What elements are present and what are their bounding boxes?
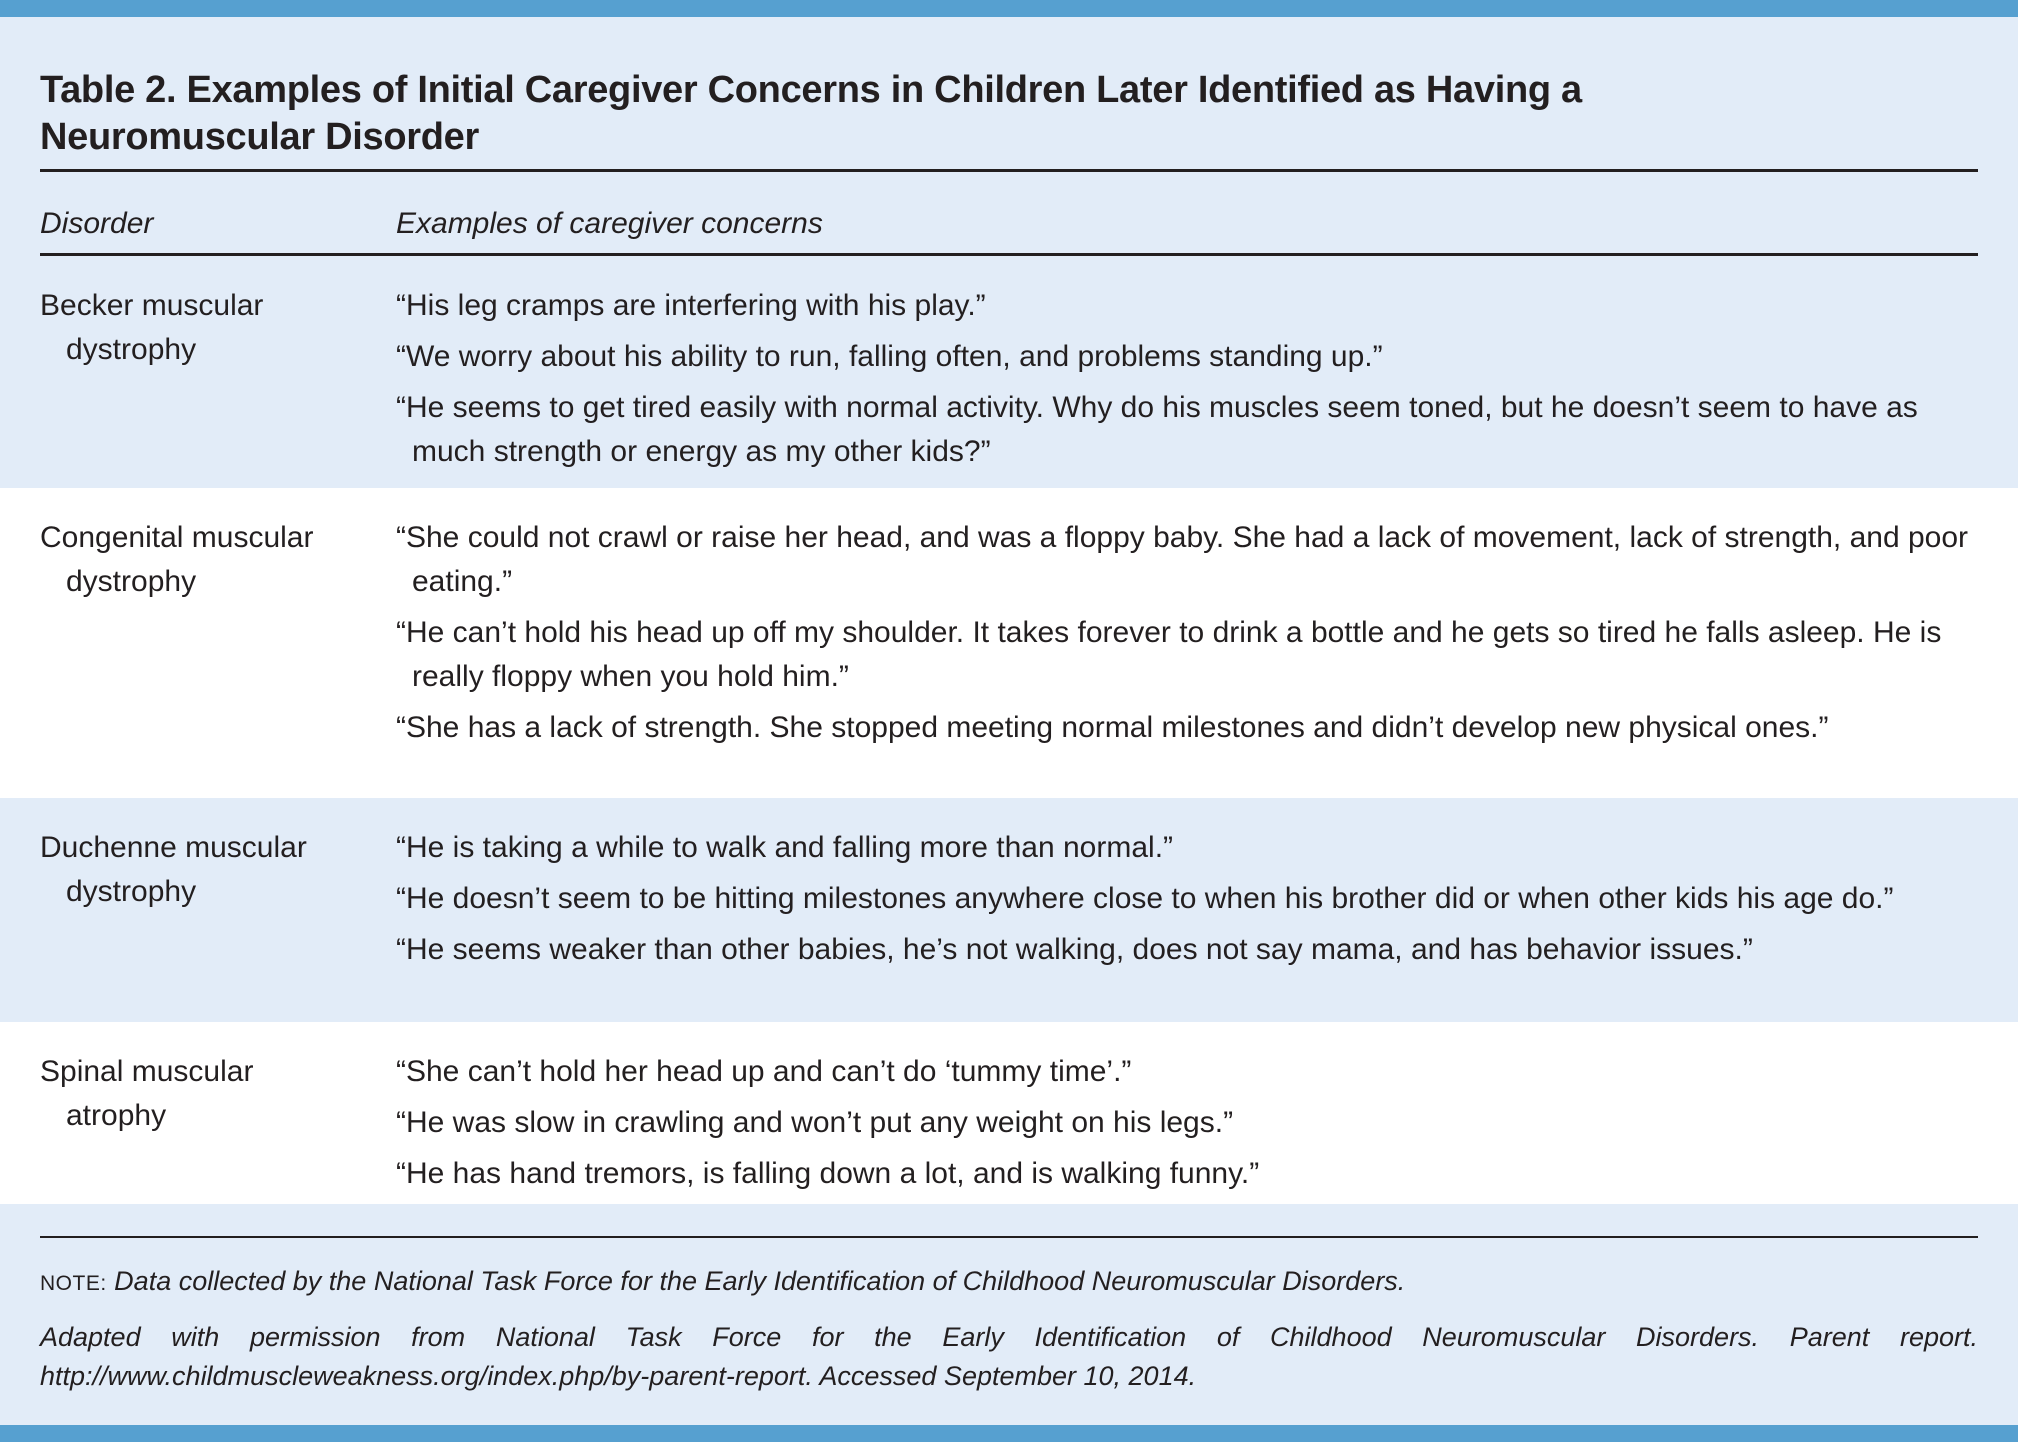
table-row <box>0 488 2018 798</box>
disorder-line-1: Duchenne muscular <box>40 831 307 864</box>
concern-quote: “He was slow in crawling and won’t put any weight on his legs.” <box>396 1106 1234 1139</box>
disorder-line-2: dystrophy <box>66 875 197 908</box>
concern-quote: “She can’t hold her head up and can’t do ‘tummy time’.” <box>396 1055 1132 1088</box>
concerns-list <box>396 284 1978 481</box>
concerns-list <box>396 826 1978 979</box>
concern-quote: “His leg cramps are interfering with his play.” <box>396 289 986 322</box>
concern-quote: “He seems weaker than other babies, he’s not walking, does not say mama, and has behavior issues.” <box>396 933 1753 966</box>
table-row <box>0 798 2018 1022</box>
disorder-line-1: Becker muscular <box>40 289 264 322</box>
note-label: NOTE: <box>40 1272 107 1295</box>
table-footer <box>0 1204 2018 1425</box>
title-rule <box>40 169 1978 172</box>
concern-quote: “She could not crawl or raise her head, and was a floppy baby. She had a lack of movement, lack of strength, and poor eating.” <box>396 521 1969 598</box>
footer-rule <box>40 1236 1978 1238</box>
disorder-line-1: Congenital muscular <box>40 521 314 554</box>
concern-quote: “He is taking a while to walk and falling more than normal.” <box>396 831 1174 864</box>
source-citation: Adapted with permission from National Task Force for the Early Identification of Childhood Neuromuscular Disorders. Parent report. http://www.childmuscleweakness.org/index.php/by-parent-report. Accessed September 10, 2014. <box>40 1322 1978 1391</box>
concern-quote: “We worry about his ability to run, falling often, and problems standing up.” <box>396 340 1383 373</box>
table-row <box>0 256 2018 488</box>
table-row <box>0 1022 2018 1204</box>
column-header-disorder: Disorder <box>40 207 154 240</box>
disorder-name <box>40 516 360 604</box>
note-text: Data collected by the National Task Force for the Early Identification of Childhood Neuromuscular Disorders. <box>106 1266 1406 1296</box>
table-header <box>0 17 2018 256</box>
top-accent-bar <box>0 0 2018 17</box>
bottom-accent-bar <box>0 1425 2018 1442</box>
disorder-line-2: dystrophy <box>66 333 197 366</box>
concerns-list <box>396 516 1978 757</box>
concern-quote: “He seems to get tired easily with normal activity. Why do his muscles seem toned, but he doesn’t seem to have as much strength or energy as my other kids?” <box>396 391 1918 468</box>
disorder-line-1: Spinal muscular <box>40 1055 254 1088</box>
footnote <box>40 1262 1978 1303</box>
concerns-list <box>396 1050 1978 1203</box>
column-header-concerns: Examples of caregiver concerns <box>396 207 823 240</box>
concern-quote: “She has a lack of strength. She stopped meeting normal milestones and didn’t develop new physical ones.” <box>396 711 1829 744</box>
disorder-name <box>40 1050 360 1138</box>
disorder-name <box>40 284 360 372</box>
table-title: Table 2. Examples of Initial Caregiver Concerns in Children Later Identified as Having a Neuromuscular Disorder <box>40 69 1582 158</box>
concern-quote: “He doesn’t seem to be hitting milestones anywhere close to when his brother did or when other kids his age do.” <box>396 882 1894 915</box>
disorder-line-2: dystrophy <box>66 565 197 598</box>
disorder-line-2: atrophy <box>66 1099 167 1132</box>
disorder-name <box>40 826 360 914</box>
concern-quote: “He can’t hold his head up off my shoulder. It takes forever to drink a bottle and he gets so tired he falls asleep. He is really floppy when you hold him.” <box>396 616 1942 693</box>
concern-quote: “He has hand tremors, is falling down a lot, and is walking funny.” <box>396 1157 1260 1190</box>
